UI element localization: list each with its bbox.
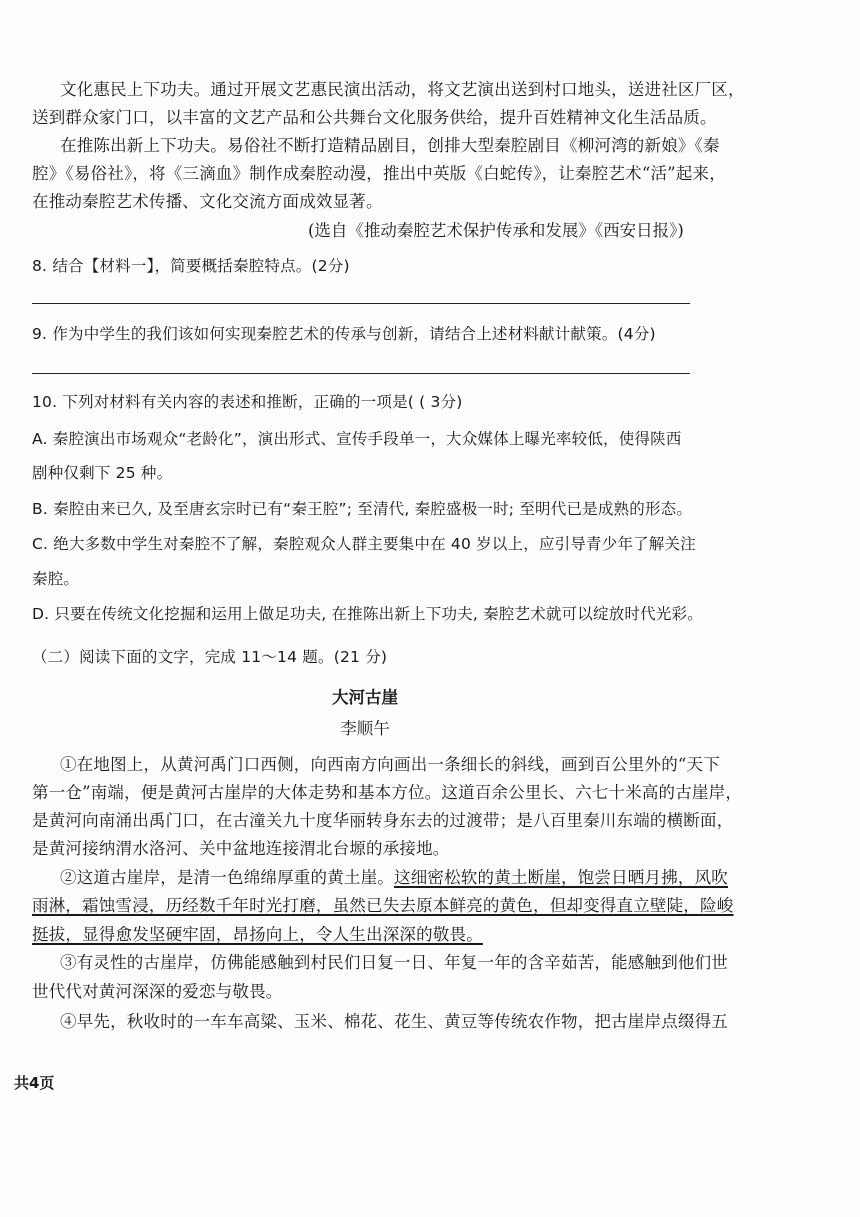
option-c-line: C. 绝大多数中学生对秦腔不了解，秦腔观众人群主要集中在 40 岁以上，应引导青少年了解关注 [32,535,696,553]
material-paragraph-line: 文化惠民上下功夫。通过开展文艺惠民演出活动，将文艺演出送到村口地头，送进社区厂区， [60,80,745,99]
essay-line: 第一仓”南端，便是黄河古崖岸的大体走势和基本方位。这道百余公里长、六七十米高的古崖岸， [32,783,743,802]
essay-line [60,867,730,889]
essay-line: 世代代对黄河深深的爱恋与敬畏。 [32,982,283,1001]
underlined-sentence: 挺拔，显得愈发坚硬牢固，昂扬向上，令人生出深深的敬畏。 [32,925,483,944]
option-a-line: A. 秦腔演出市场观众“老龄化”，演出形式、宣传手段单一，大众媒体上曝光率较低，使得陕西 [32,430,682,448]
material-paragraph-line: 送到群众家门口，以丰富的文艺产品和公共舞台文化服务供给，提升百姓精神文化生活品质。 [32,108,717,127]
option-a-line: 剧种仅剩下 25 种。 [32,464,173,482]
question-10: 10. 下列对材料有关内容的表述和推断，正确的一项是( ( 3分) [32,393,463,411]
essay-line: ①在地图上，从黄河禹门口西侧，向西南方向画出一条细长的斜线，画到百公里外的“天下 [60,755,720,774]
essay-line [32,924,702,946]
section-heading: （二）阅读下面的文字，完成 11～14 题。(21 分) [32,648,388,666]
question-8: 8. 结合【材料一】，简要概括秦腔特点。(2分) [32,257,350,275]
answer-line-q8 [32,303,690,304]
page-footer: 共4页 [14,1074,55,1092]
essay-line [32,895,734,917]
answer-line-q9 [32,373,690,374]
option-d: D. 只要在传统文化挖掘和运用上做足功夫, 在推陈出新上下功夫, 秦腔艺术就可以绽放时代光彩。 [32,605,703,623]
question-9: 9. 作为中学生的我们该如何实现秦腔艺术的传承与创新，请结合上述材料献计献策。(4分) [32,325,656,343]
essay-line: 是黄河向南涌出禹门口，在古潼关九十度华丽转身东去的过渡带；是八百里秦川东端的横断面， [32,811,734,830]
material-paragraph-line: 腔》《易俗社》，将《三滴血》制作成秦腔动漫，推出中英版《白蛇传》，让秦腔艺术“活”起来， [32,164,726,183]
underlined-sentence: 雨淋，霜蚀雪浸，历经数千年时光打磨，虽然已失去原本鲜亮的黄色，但却变得直立壁陡，险峻 [32,896,734,915]
essay-line: 是黄河接纳渭水洛河、关中盆地连接渭北台塬的承接地。 [32,839,450,858]
essay-line: ④早先，秋收时的一车车高粱、玉米、棉花、花生、黄豆等传统农作物，把古崖岸点缀得五 [60,1012,728,1031]
option-c-line: 秦腔。 [32,570,80,588]
material-paragraph-line: 在推动秦腔艺术传播、文化交流方面成效显著。 [32,192,383,211]
underlined-sentence: 这细密松软的黄土断崖，饱尝日晒月拂，风吹 [394,868,728,887]
material-source: (选自《推动秦腔艺术保护传承和发展》《西安日报》) [308,221,684,240]
option-b: B. 秦腔由来已久, 及至唐玄宗时已有“秦王腔”; 至清代, 秦腔盛极一时; 至明代已是成熟的形态。 [32,500,693,518]
essay-line: ③有灵性的古崖岸，仿佛能感触到村民们日复一日、年复一年的含辛茹苦，能感触到他们世 [60,953,728,972]
material-paragraph-line: 在推陈出新上下功夫。易俗社不断打造精品剧目，创排大型秦腔剧目《柳河湾的新娘》《秦 [60,136,720,155]
essay-title: 大河古崖 [332,688,398,707]
essay-text: ②这道古崖岸，是清一色绵绵厚重的黄土崖。 [60,868,394,887]
essay-author: 李顺午 [340,719,390,738]
